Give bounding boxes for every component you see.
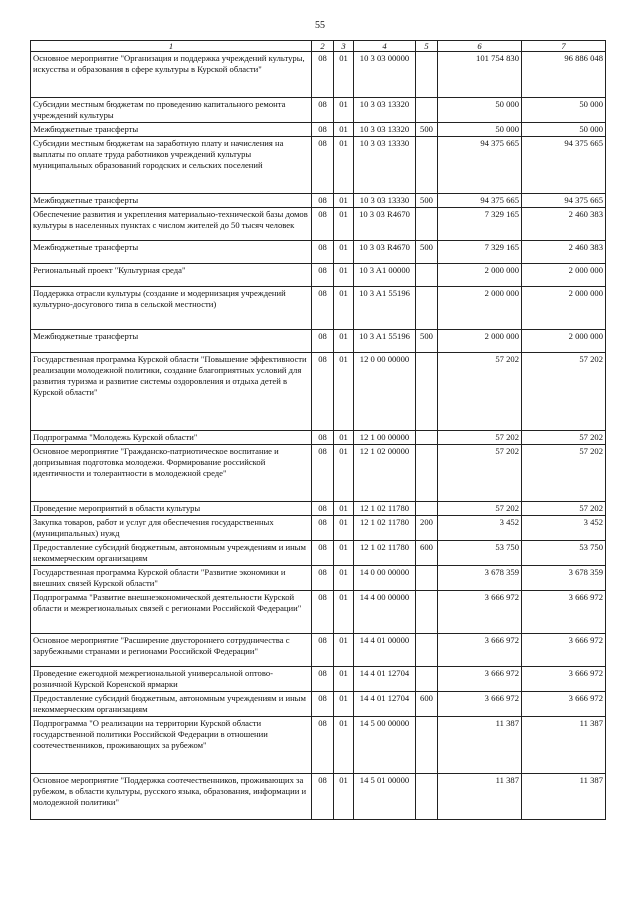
row-name-cell: Межбюджетные трансферты — [31, 123, 312, 137]
table-row — [31, 208, 606, 241]
table-row — [31, 445, 606, 502]
row-expense-type-cell — [416, 566, 438, 591]
row-expense-type-cell — [416, 52, 438, 98]
row-target-code-cell: 10 3 03 13320 — [354, 123, 416, 137]
table-row — [31, 774, 606, 820]
budget-table — [30, 40, 606, 820]
row-subsection-cell: 01 — [334, 516, 354, 541]
table-row — [31, 692, 606, 717]
row-subsection-cell: 01 — [334, 98, 354, 123]
row-target-code-cell: 14 5 01 00000 — [354, 774, 416, 820]
row-amount-1-cell: 3 666 972 — [438, 634, 522, 667]
row-subsection-cell: 01 — [334, 502, 354, 516]
row-amount-2-cell: 2 460 383 — [522, 208, 606, 241]
row-section-cell: 08 — [312, 445, 334, 502]
row-target-code-cell: 10 3 03 13330 — [354, 194, 416, 208]
row-expense-type-cell — [416, 774, 438, 820]
table-row — [31, 330, 606, 353]
row-name-cell: Региональный проект "Культурная среда" — [31, 264, 312, 287]
row-amount-2-cell: 11 387 — [522, 717, 606, 774]
row-name-cell: Основное мероприятие "Поддержка соотечественников, проживающих за рубежом, в области культуры, русского языка, образования, информации и молодежной политики" — [31, 774, 312, 820]
row-name-cell: Подпрограмма "О реализации на территории Курской области государственной политики Российской Федерации в отношении соотечественников, проживающих за рубежом" — [31, 717, 312, 774]
row-subsection-cell: 01 — [334, 208, 354, 241]
row-amount-2-cell: 57 202 — [522, 445, 606, 502]
row-amount-2-cell: 53 750 — [522, 541, 606, 566]
table-row — [31, 241, 606, 264]
row-amount-1-cell: 3 666 972 — [438, 667, 522, 692]
row-target-code-cell: 12 1 02 11780 — [354, 502, 416, 516]
row-section-cell: 08 — [312, 98, 334, 123]
row-subsection-cell: 01 — [334, 353, 354, 431]
row-expense-type-cell: 600 — [416, 541, 438, 566]
row-amount-1-cell: 11 387 — [438, 774, 522, 820]
row-subsection-cell: 01 — [334, 774, 354, 820]
table-row — [31, 591, 606, 634]
row-amount-1-cell: 3 666 972 — [438, 591, 522, 634]
row-section-cell: 08 — [312, 52, 334, 98]
row-subsection-cell: 01 — [334, 264, 354, 287]
row-target-code-cell: 10 3 03 R4670 — [354, 241, 416, 264]
row-name-cell: Основное мероприятие "Организация и поддержка учреждений культуры, искусства и образования в сфере культуры в Курской области" — [31, 52, 312, 98]
row-amount-2-cell: 2 000 000 — [522, 287, 606, 330]
table-row — [31, 194, 606, 208]
row-amount-1-cell: 11 387 — [438, 717, 522, 774]
row-amount-2-cell: 2 000 000 — [522, 264, 606, 287]
row-amount-1-cell: 57 202 — [438, 445, 522, 502]
column-header-subsection: 3 — [334, 41, 354, 52]
row-amount-1-cell: 53 750 — [438, 541, 522, 566]
row-amount-2-cell: 94 375 665 — [522, 194, 606, 208]
column-header-name: 1 — [31, 41, 312, 52]
row-expense-type-cell: 500 — [416, 330, 438, 353]
row-target-code-cell: 10 3 A1 55196 — [354, 287, 416, 330]
row-target-code-cell: 14 4 01 12704 — [354, 692, 416, 717]
row-target-code-cell: 14 4 01 12704 — [354, 667, 416, 692]
row-name-cell: Основное мероприятие "Гражданско-патриотическое воспитание и допризывная подготовка молодежи. Формирование российской идентичности и толерантности в молодежной среде" — [31, 445, 312, 502]
row-name-cell: Проведение ежегодной межрегиональной универсальной оптово-розничной Курской Коренской ярмарки — [31, 667, 312, 692]
row-section-cell: 08 — [312, 541, 334, 566]
row-target-code-cell: 12 1 02 11780 — [354, 516, 416, 541]
row-amount-2-cell: 3 666 972 — [522, 667, 606, 692]
row-name-cell: Обеспечение развития и укрепления материально-технической базы домов культуры в населенных пунктах с числом жителей до 50 тысяч человек — [31, 208, 312, 241]
table-row — [31, 667, 606, 692]
row-expense-type-cell: 500 — [416, 241, 438, 264]
row-section-cell: 08 — [312, 692, 334, 717]
row-subsection-cell: 01 — [334, 566, 354, 591]
row-expense-type-cell — [416, 264, 438, 287]
row-section-cell: 08 — [312, 774, 334, 820]
row-amount-2-cell: 3 666 972 — [522, 634, 606, 667]
row-target-code-cell: 12 0 00 00000 — [354, 353, 416, 431]
row-amount-1-cell: 3 452 — [438, 516, 522, 541]
row-amount-1-cell: 50 000 — [438, 123, 522, 137]
table-row — [31, 717, 606, 774]
row-section-cell: 08 — [312, 717, 334, 774]
row-expense-type-cell: 500 — [416, 194, 438, 208]
row-expense-type-cell — [416, 431, 438, 445]
row-amount-1-cell: 57 202 — [438, 502, 522, 516]
row-amount-2-cell: 50 000 — [522, 123, 606, 137]
row-amount-1-cell: 2 000 000 — [438, 287, 522, 330]
row-target-code-cell: 10 3 03 R4670 — [354, 208, 416, 241]
row-section-cell: 08 — [312, 667, 334, 692]
row-name-cell: Межбюджетные трансферты — [31, 330, 312, 353]
row-target-code-cell: 10 3 03 00000 — [354, 52, 416, 98]
row-expense-type-cell — [416, 667, 438, 692]
row-amount-2-cell: 3 678 359 — [522, 566, 606, 591]
column-header-expense-type: 5 — [416, 41, 438, 52]
row-target-code-cell: 14 5 00 00000 — [354, 717, 416, 774]
row-amount-1-cell: 57 202 — [438, 353, 522, 431]
table-row — [31, 123, 606, 137]
row-target-code-cell: 14 4 00 00000 — [354, 591, 416, 634]
row-target-code-cell: 12 1 02 00000 — [354, 445, 416, 502]
row-amount-1-cell: 7 329 165 — [438, 208, 522, 241]
row-name-cell: Субсидии местным бюджетам на заработную плату и начисления на выплаты по оплате труда работников учреждений культуры муниципальных образований городских и сельских поселений — [31, 137, 312, 194]
row-subsection-cell: 01 — [334, 634, 354, 667]
row-amount-2-cell: 57 202 — [522, 431, 606, 445]
row-amount-2-cell: 2 460 383 — [522, 241, 606, 264]
row-amount-1-cell: 3 678 359 — [438, 566, 522, 591]
row-name-cell: Основное мероприятие "Расширение двустороннего сотрудничества с зарубежными странами и регионами Российской Федерации" — [31, 634, 312, 667]
row-name-cell: Межбюджетные трансферты — [31, 194, 312, 208]
row-name-cell: Предоставление субсидий бюджетным, автономным учреждениям и иным некоммерческим организациям — [31, 541, 312, 566]
row-target-code-cell: 14 4 01 00000 — [354, 634, 416, 667]
row-section-cell: 08 — [312, 353, 334, 431]
table-row — [31, 137, 606, 194]
table-row — [31, 634, 606, 667]
table-row — [31, 566, 606, 591]
table-row — [31, 52, 606, 98]
row-amount-2-cell: 57 202 — [522, 353, 606, 431]
table-row — [31, 516, 606, 541]
row-subsection-cell: 01 — [334, 287, 354, 330]
table-row — [31, 287, 606, 330]
row-expense-type-cell — [416, 502, 438, 516]
row-subsection-cell: 01 — [334, 717, 354, 774]
row-expense-type-cell — [416, 353, 438, 431]
row-name-cell: Государственная программа Курской области "Повышение эффективности реализации молодежной политики, создание благоприятных условий для развития туризма и развитие системы оздоровления и отдыха детей в Курской области" — [31, 353, 312, 431]
column-header-amount-2: 7 — [522, 41, 606, 52]
row-expense-type-cell — [416, 445, 438, 502]
row-section-cell: 08 — [312, 208, 334, 241]
table-row — [31, 431, 606, 445]
row-section-cell: 08 — [312, 137, 334, 194]
row-name-cell: Поддержка отрасли культуры (создание и модернизация учреждений культурно-досугового типа в сельской местности) — [31, 287, 312, 330]
row-amount-1-cell: 57 202 — [438, 431, 522, 445]
row-name-cell: Закупка товаров, работ и услуг для обеспечения государственных (муниципальных) нужд — [31, 516, 312, 541]
row-section-cell: 08 — [312, 591, 334, 634]
row-target-code-cell: 10 3 A1 55196 — [354, 330, 416, 353]
row-subsection-cell: 01 — [334, 541, 354, 566]
row-section-cell: 08 — [312, 516, 334, 541]
row-amount-1-cell: 2 000 000 — [438, 264, 522, 287]
row-subsection-cell: 01 — [334, 445, 354, 502]
row-amount-1-cell: 7 329 165 — [438, 241, 522, 264]
row-subsection-cell: 01 — [334, 591, 354, 634]
row-expense-type-cell: 200 — [416, 516, 438, 541]
page-number: 55 — [315, 20, 325, 31]
table-row — [31, 541, 606, 566]
row-amount-2-cell: 96 886 048 — [522, 52, 606, 98]
header-row — [31, 41, 606, 52]
row-name-cell: Подпрограмма "Развитие внешнеэкономической деятельности Курской области и межрегиональных связей с регионами Российской Федерации" — [31, 591, 312, 634]
row-section-cell: 08 — [312, 431, 334, 445]
row-amount-2-cell: 3 452 — [522, 516, 606, 541]
column-header-target-code: 4 — [354, 41, 416, 52]
row-section-cell: 08 — [312, 241, 334, 264]
row-name-cell: Государственная программа Курской области "Развитие экономики и внешних связей Курской области" — [31, 566, 312, 591]
row-amount-1-cell: 2 000 000 — [438, 330, 522, 353]
row-section-cell: 08 — [312, 502, 334, 516]
table-row — [31, 353, 606, 431]
row-expense-type-cell — [416, 137, 438, 194]
row-subsection-cell: 01 — [334, 431, 354, 445]
row-amount-2-cell: 94 375 665 — [522, 137, 606, 194]
row-expense-type-cell — [416, 287, 438, 330]
row-subsection-cell: 01 — [334, 692, 354, 717]
row-name-cell: Предоставление субсидий бюджетным, автономным учреждениям и иным некоммерческим организациям — [31, 692, 312, 717]
row-subsection-cell: 01 — [334, 241, 354, 264]
row-subsection-cell: 01 — [334, 667, 354, 692]
row-amount-1-cell: 3 666 972 — [438, 692, 522, 717]
row-amount-2-cell: 3 666 972 — [522, 692, 606, 717]
row-subsection-cell: 01 — [334, 137, 354, 194]
row-amount-2-cell: 2 000 000 — [522, 330, 606, 353]
row-target-code-cell: 12 1 00 00000 — [354, 431, 416, 445]
row-amount-2-cell: 50 000 — [522, 98, 606, 123]
row-name-cell: Проведение мероприятий в области культуры — [31, 502, 312, 516]
row-expense-type-cell — [416, 208, 438, 241]
table-row — [31, 264, 606, 287]
row-target-code-cell: 14 0 00 00000 — [354, 566, 416, 591]
row-section-cell: 08 — [312, 330, 334, 353]
row-subsection-cell: 01 — [334, 330, 354, 353]
row-amount-2-cell: 11 387 — [522, 774, 606, 820]
row-expense-type-cell — [416, 591, 438, 634]
row-expense-type-cell: 600 — [416, 692, 438, 717]
row-subsection-cell: 01 — [334, 194, 354, 208]
row-expense-type-cell: 500 — [416, 123, 438, 137]
row-target-code-cell: 10 3 03 13320 — [354, 98, 416, 123]
column-header-amount-1: 6 — [438, 41, 522, 52]
row-amount-2-cell: 57 202 — [522, 502, 606, 516]
row-amount-1-cell: 50 000 — [438, 98, 522, 123]
row-name-cell: Субсидии местным бюджетам по проведению капитального ремонта учреждений культуры — [31, 98, 312, 123]
table-body — [31, 52, 606, 820]
row-section-cell: 08 — [312, 194, 334, 208]
row-name-cell: Межбюджетные трансферты — [31, 241, 312, 264]
table-row — [31, 502, 606, 516]
row-amount-1-cell: 101 754 830 — [438, 52, 522, 98]
row-amount-1-cell: 94 375 665 — [438, 137, 522, 194]
row-section-cell: 08 — [312, 634, 334, 667]
column-header-section: 2 — [312, 41, 334, 52]
row-section-cell: 08 — [312, 123, 334, 137]
row-expense-type-cell — [416, 98, 438, 123]
row-name-cell: Подпрограмма "Молодежь Курской области" — [31, 431, 312, 445]
table-row — [31, 98, 606, 123]
row-target-code-cell: 12 1 02 11780 — [354, 541, 416, 566]
row-amount-1-cell: 94 375 665 — [438, 194, 522, 208]
row-expense-type-cell — [416, 717, 438, 774]
row-section-cell: 08 — [312, 287, 334, 330]
row-target-code-cell: 10 3 A1 00000 — [354, 264, 416, 287]
row-subsection-cell: 01 — [334, 123, 354, 137]
row-section-cell: 08 — [312, 566, 334, 591]
row-target-code-cell: 10 3 03 13330 — [354, 137, 416, 194]
row-amount-2-cell: 3 666 972 — [522, 591, 606, 634]
row-expense-type-cell — [416, 634, 438, 667]
row-section-cell: 08 — [312, 264, 334, 287]
row-subsection-cell: 01 — [334, 52, 354, 98]
